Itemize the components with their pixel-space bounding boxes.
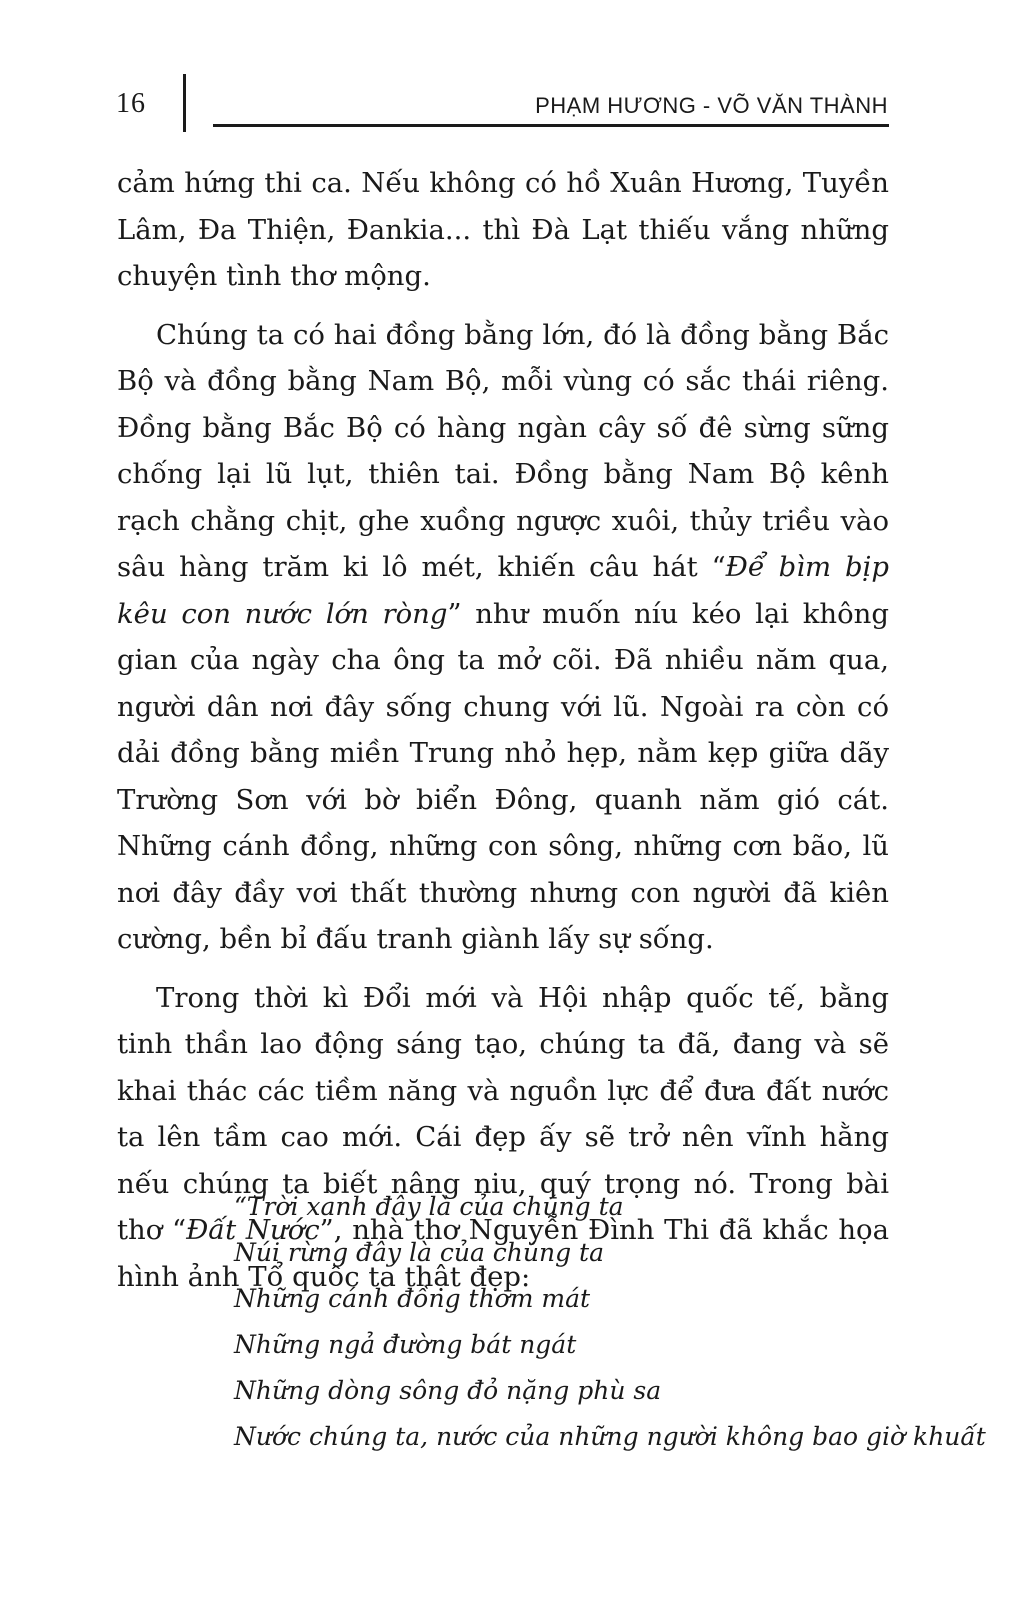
poem-line: Những dòng sông đỏ nặng phù sa <box>234 1376 662 1405</box>
paragraph-1 <box>117 160 889 300</box>
paragraph-2-text-end: ” như muốn níu kéo lại không gian của ngày cha ông ta mở cõi. Đã nhiều năm qua, người dân nơi đây sống chung với lũ. Ngoài ra còn có dải đồng bằng miền Trung nhỏ hẹp, nằm kẹp giữa dãy Trường Sơn với bờ biển Đông, quanh năm gió cát. Những cánh đồng, những con sông, những cơn bão, lũ nơi đây đầy vơi thất thường nhưng con người đã kiên cường, bền bỉ đấu tranh giành lấy sự sống. <box>117 597 889 955</box>
poem-line: Những cánh đồng thơm mát <box>234 1284 591 1313</box>
header-rule <box>213 124 889 127</box>
poem-quote <box>234 1184 986 1460</box>
header-vertical-divider <box>183 74 186 132</box>
paragraph-2 <box>117 312 889 963</box>
poem-line: “Trời xanh đây là của chúng ta <box>234 1192 624 1221</box>
poem-line: Những ngả đường bát ngát <box>234 1330 577 1359</box>
running-title: PHẠM HƯƠNG - VÕ VĂN THÀNH <box>535 93 888 118</box>
song-quote: Để bìm bịp kêu con nước lớn ròng <box>117 551 889 630</box>
body-text <box>117 160 889 1300</box>
paragraph-3-text-end: ”, nhà thơ Nguyễn Đình Thi đã khắc họa hình ảnh Tổ quốc ta thật đẹp: <box>117 1214 890 1293</box>
page-number: 16 <box>116 88 146 119</box>
paragraph-3-text-start: Trong thời kì Đổi mới và Hội nhập quốc tế, bằng tinh thần lao động sáng tạo, chúng ta đã, đang và sẽ khai thác các tiềm năng và nguồn lực để đưa đất nước ta lên tầm cao mới. Cái đẹp ấy sẽ trở nên vĩnh hằng nếu chúng ta biết nâng niu, quý trọng nó. Trong bài thơ “ <box>117 981 889 1246</box>
poem-title: Đất Nước <box>186 1214 320 1246</box>
poem-line: Núi rừng đây là của chúng ta <box>234 1238 605 1267</box>
poem-line: Nước chúng ta, nước của những người không bao giờ khuất <box>234 1422 986 1451</box>
paragraph-1-text: cảm hứng thi ca. Nếu không có hồ Xuân Hương, Tuyền Lâm, Đa Thiện, Đankia... thì Đà Lạt thiếu vắng những chuyện tình thơ mộng. <box>117 167 889 292</box>
paragraph-2-text-start: Chúng ta có hai đồng bằng lớn, đó là đồng bằng Bắc Bộ và đồng bằng Nam Bộ, mỗi vùng có sắc thái riêng. Đồng bằng Bắc Bộ có hàng ngàn cây số đê sừng sững chống lại lũ lụt, thiên tai. Đồng bằng Nam Bộ kênh rạch chằng chịt, ghe xuồng ngược xuôi, thủy triều vào sâu hàng trăm ki lô mét, khiến câu hát “ <box>117 318 889 583</box>
